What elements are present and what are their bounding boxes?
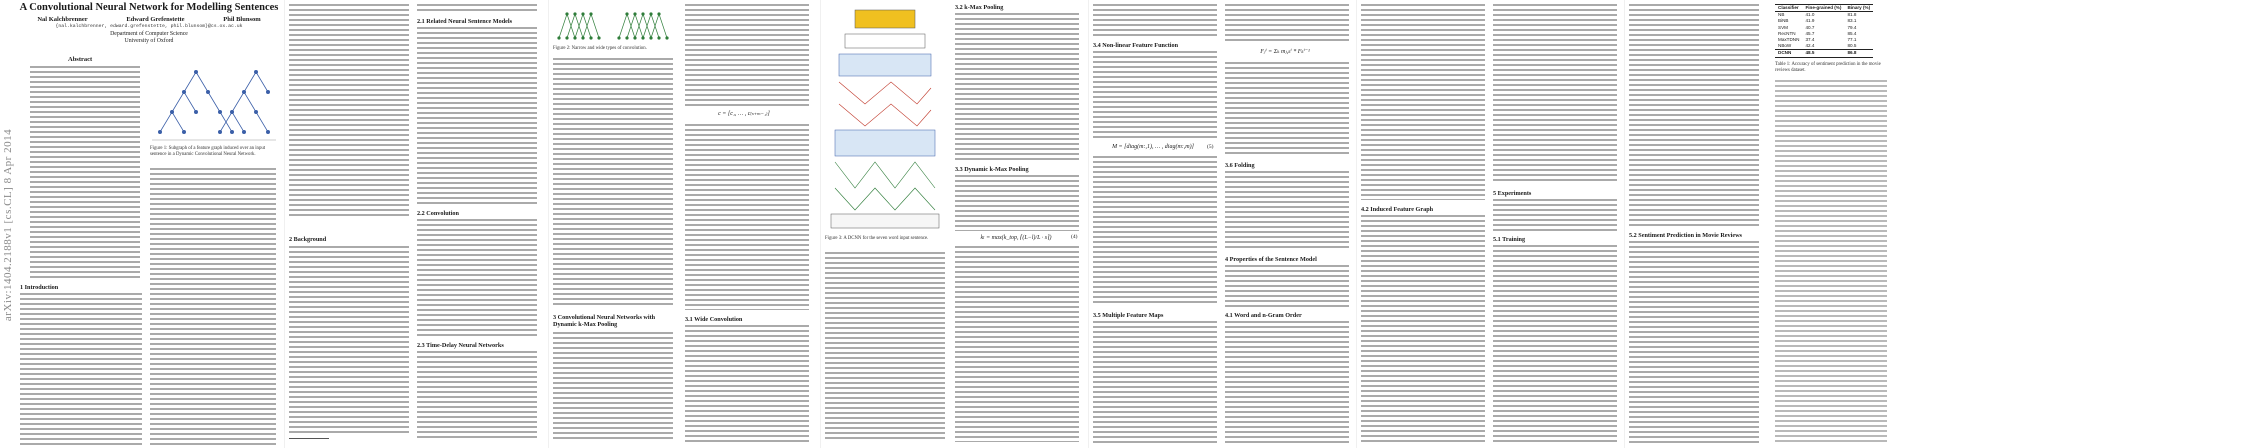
section-2-1-heading: 2.1 Related Neural Sentence Models [417, 18, 513, 25]
arxiv-identifier-stamp [1, 60, 15, 390]
paper-title: A Convolutional Neural Network for Modelling Sentences [19, 2, 279, 13]
table-row [1775, 12, 1873, 19]
section-2-3-heading: 2.3 Time-Delay Neural Networks [417, 342, 504, 349]
table-cell: BiNB [1778, 18, 1789, 24]
section-2-2-heading: 2.2 Convolution [417, 210, 459, 217]
page3-wide-conv-text [685, 325, 809, 443]
author-emails: {nal.kalchbrenner, edward.grefenstette, phil.blunsom}@cs.ox.ac.uk [55, 24, 243, 29]
page1-right-column-text [150, 168, 276, 445]
table-cell: 86.8 [1847, 50, 1857, 56]
section-5-heading: 5 Experiments [1493, 190, 1532, 197]
page3-dcnn-intro-text [553, 332, 673, 442]
page3-left-text [553, 58, 673, 308]
intro-heading: 1 Introduction [20, 284, 59, 291]
page5-right-text-mid [1225, 62, 1349, 156]
table-1-sentiment-results [1775, 4, 1873, 58]
author-list [18, 16, 280, 23]
page5-properties-text [1225, 265, 1349, 307]
page3-right-text-top [685, 4, 809, 108]
table-cell: 85.4 [1847, 30, 1857, 36]
equation-3: kₗ = max(k_top, ⌈(L−l)/L · s⌉) [980, 235, 1052, 241]
table-cell: 77.1 [1847, 37, 1857, 43]
page7-sentiment-text [1629, 241, 1759, 443]
figure-2-convolution-types [553, 4, 673, 44]
equation-5-number: (5) [1207, 144, 1214, 150]
table-cell: 48.5 [1805, 50, 1815, 56]
section-2-heading: 2 Background [289, 236, 327, 243]
table-row [1775, 50, 1873, 57]
table-cell: 45.7 [1805, 30, 1815, 36]
table-cell: 79.4 [1847, 24, 1857, 30]
page5-right-text-top [1225, 4, 1349, 44]
footnote-rule [289, 438, 329, 439]
figure-1-feature-graph [150, 52, 278, 144]
author-name: Edward Grefenstette [126, 16, 185, 23]
section-3-2-heading: 3.2 k-Max Pooling [955, 4, 1004, 11]
author-name: Nal Kalchbrenner [37, 16, 88, 23]
page-1 [18, 0, 280, 448]
equation-3-number: (4) [1071, 234, 1078, 240]
table-1-caption: Table 1: Accuracy of sentiment prediction in the movie reviews dataset. [1775, 62, 1881, 73]
page5-multiple-maps-text [1093, 321, 1217, 443]
page-7 [1624, 0, 2256, 448]
figure-3-dcnn-architecture [825, 4, 945, 234]
table-cell: 80.5 [1847, 43, 1857, 49]
table-cell: NB [1778, 12, 1785, 18]
table-cell: 37.4 [1805, 37, 1815, 43]
page4-dynamic-kmax-text-b [955, 246, 1079, 442]
table-header-cell: Fine-grained (%) [1805, 5, 1842, 10]
table-cell: NBoW [1778, 43, 1792, 49]
table-header-cell: Binary (%) [1847, 5, 1871, 10]
figure-1-caption: Figure 1: Subgraph of a feature graph induced over an input sentence in a Dynamic Convolutional Neural Network. [150, 146, 266, 157]
page2-right-text-top [417, 4, 537, 14]
table-cell: DCNN [1778, 50, 1792, 56]
arxiv-stamp-text: arXiv:1404.2188v1 [cs.CL] 8 Apr 2014 [2, 128, 14, 322]
page-3 [548, 0, 816, 448]
page4-dynamic-kmax-text-a [955, 175, 1079, 231]
section-5-2-heading: 5.2 Sentiment Prediction in Movie Reviews [1629, 232, 1742, 239]
table-row [1775, 43, 1873, 50]
section-3-heading: 3 Convolutional Neural Networks with Dynamic k-Max Pooling [553, 314, 656, 328]
table-cell: 41.9 [1805, 18, 1815, 24]
page2-left-text-bottom [289, 246, 409, 436]
table-cell: SVM [1778, 24, 1788, 30]
section-5-1-heading: 5.1 Training [1493, 236, 1526, 243]
figure-2-caption: Figure 2: Narrow and wide types of convolution. [553, 46, 647, 51]
page3-right-text-mid [685, 124, 809, 310]
table-cell: RecNTN [1778, 30, 1796, 36]
section-3-5-heading: 3.5 Multiple Feature Maps [1093, 312, 1164, 319]
table-cell: 40.7 [1805, 24, 1815, 30]
figure-3-caption: Figure 3: A DCNN for the seven word input sentence. [825, 236, 929, 241]
page6-training-text [1493, 245, 1617, 443]
section-3-1-heading: 3.1 Wide Convolution [685, 316, 743, 323]
equation-6: Fⱼⁱ = Σₖ mⱼ,ₖⁱ * Fₖⁱ⁻¹ [1260, 49, 1310, 55]
section-4-heading: 4 Properties of the Sentence Model [1225, 256, 1317, 263]
table-header-row [1775, 5, 1873, 12]
section-3-6-heading: 3.6 Folding [1225, 162, 1255, 169]
page7-right-text [1775, 80, 1887, 442]
page5-folding-text [1225, 171, 1349, 249]
section-4-1-heading: 4.1 Word and n-Gram Order [1225, 312, 1302, 319]
author-name: Phil Blunsom [223, 16, 261, 23]
page6-right-text-top [1493, 4, 1617, 184]
page5-left-text-top [1093, 4, 1217, 38]
page2-tdnn-text [417, 351, 537, 441]
abstract-heading: Abstract [68, 56, 93, 63]
equation-5: M = [diag(m:,1), … , diag(m:,m)] [1112, 144, 1194, 150]
page-5 [1088, 0, 1352, 448]
table-cell: 81.8 [1847, 12, 1857, 18]
page6-experiments-text [1493, 199, 1617, 231]
section-3-4-heading: 3.4 Non-linear Feature Function [1093, 42, 1179, 49]
abstract-text [30, 66, 140, 278]
page5-nonlinear-text [1093, 51, 1217, 141]
page6-induced-graph-text [1361, 215, 1485, 443]
page-6 [1356, 0, 1620, 448]
intro-text [20, 293, 142, 445]
page-4 [820, 0, 1084, 448]
affiliation [18, 31, 280, 45]
table-cell: MaxTDNN [1778, 37, 1800, 43]
page2-related-models-text [417, 27, 537, 205]
affiliation-university: University of Oxford [124, 38, 174, 44]
table-cell: 42.4 [1805, 43, 1815, 49]
affiliation-department: Department of Computer Science [110, 31, 188, 37]
equation-2: c = [c₁, … , c₍ₛ₊ₘ₋₁₎] [718, 111, 770, 117]
page-2 [284, 0, 544, 448]
page6-left-text-top [1361, 4, 1485, 200]
page2-left-text-top [289, 4, 409, 218]
section-4-2-heading: 4.2 Induced Feature Graph [1361, 206, 1434, 213]
table-header-cell: Classifier [1778, 5, 1799, 10]
page7-left-text-top [1629, 4, 1759, 226]
page2-convolution-text [417, 219, 537, 337]
table-cell: 41.0 [1805, 12, 1815, 18]
table-cell: 83.1 [1847, 18, 1857, 24]
page5-word-order-text [1225, 321, 1349, 443]
page4-left-text [825, 252, 945, 442]
page4-kmax-text [955, 13, 1079, 161]
page5-left-text-mid [1093, 156, 1217, 306]
section-3-3-heading: 3.3 Dynamic k-Max Pooling [955, 166, 1029, 173]
